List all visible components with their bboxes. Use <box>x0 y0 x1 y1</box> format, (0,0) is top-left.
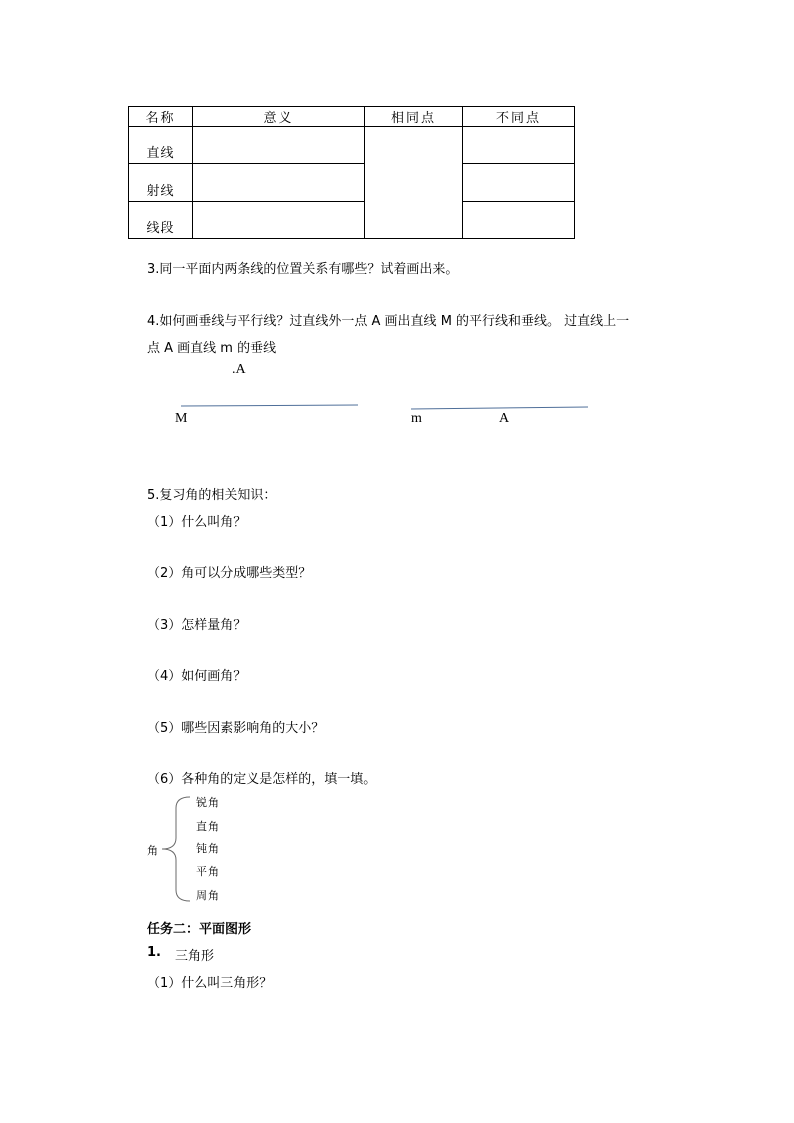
header-name: 名称 <box>129 107 193 127</box>
angle-type-acute: 锐角 <box>196 796 220 809</box>
angle-type-straight: 平角 <box>196 865 220 878</box>
row-label-ray: 射线 <box>129 164 193 201</box>
question-5-item: （6）各种角的定义是怎样的，填一填。 <box>147 772 377 787</box>
question-5-item: （4）如何画角？ <box>147 669 247 684</box>
point-A-label-fig2: A <box>499 411 510 426</box>
header-differences: 不同点 <box>463 107 575 127</box>
question-4-line-2: 点 A 画直线 m 的垂线 <box>147 341 277 356</box>
row-label-segment: 线段 <box>129 201 193 238</box>
header-meaning: 意义 <box>193 107 365 127</box>
row-label-line: 直线 <box>129 127 193 164</box>
question-5-item: （2）角可以分成哪些类型？ <box>147 566 312 581</box>
angle-type-right: 直角 <box>196 820 220 833</box>
question-5-item: （3）怎样量角？ <box>147 618 247 633</box>
header-similarities: 相同点 <box>365 107 463 127</box>
line-M-label: M <box>175 411 188 426</box>
line-m-label: m <box>411 411 422 426</box>
question-5-title: 5.复习角的相关知识： <box>147 488 277 503</box>
question-5-item: （1）什么叫角？ <box>147 515 247 530</box>
task-2-sub-question-1: （1）什么叫三角形？ <box>147 976 273 991</box>
task-2-item-1-label: 三角形 <box>175 949 215 964</box>
question-5-item: （5）哪些因素影响角的大小？ <box>147 721 325 736</box>
question-4-line-1: 4.如何画垂线与平行线？过直线外一点 A 画出直线 M 的平行线和垂线。 过直线上一 <box>147 314 630 329</box>
angle-type-full: 周角 <box>196 889 220 902</box>
question-3: 3.同一平面内两条线的位置关系有哪些？试着画出来。 <box>147 262 459 277</box>
angle-tree-root: 角 <box>147 844 159 857</box>
angle-type-obtuse: 钝角 <box>196 842 220 855</box>
task-2-item-1-number: 1. <box>147 945 161 960</box>
task-2-title: 任务二：平面图形 <box>147 922 252 937</box>
point-A-label-fig1: .A <box>232 362 246 377</box>
